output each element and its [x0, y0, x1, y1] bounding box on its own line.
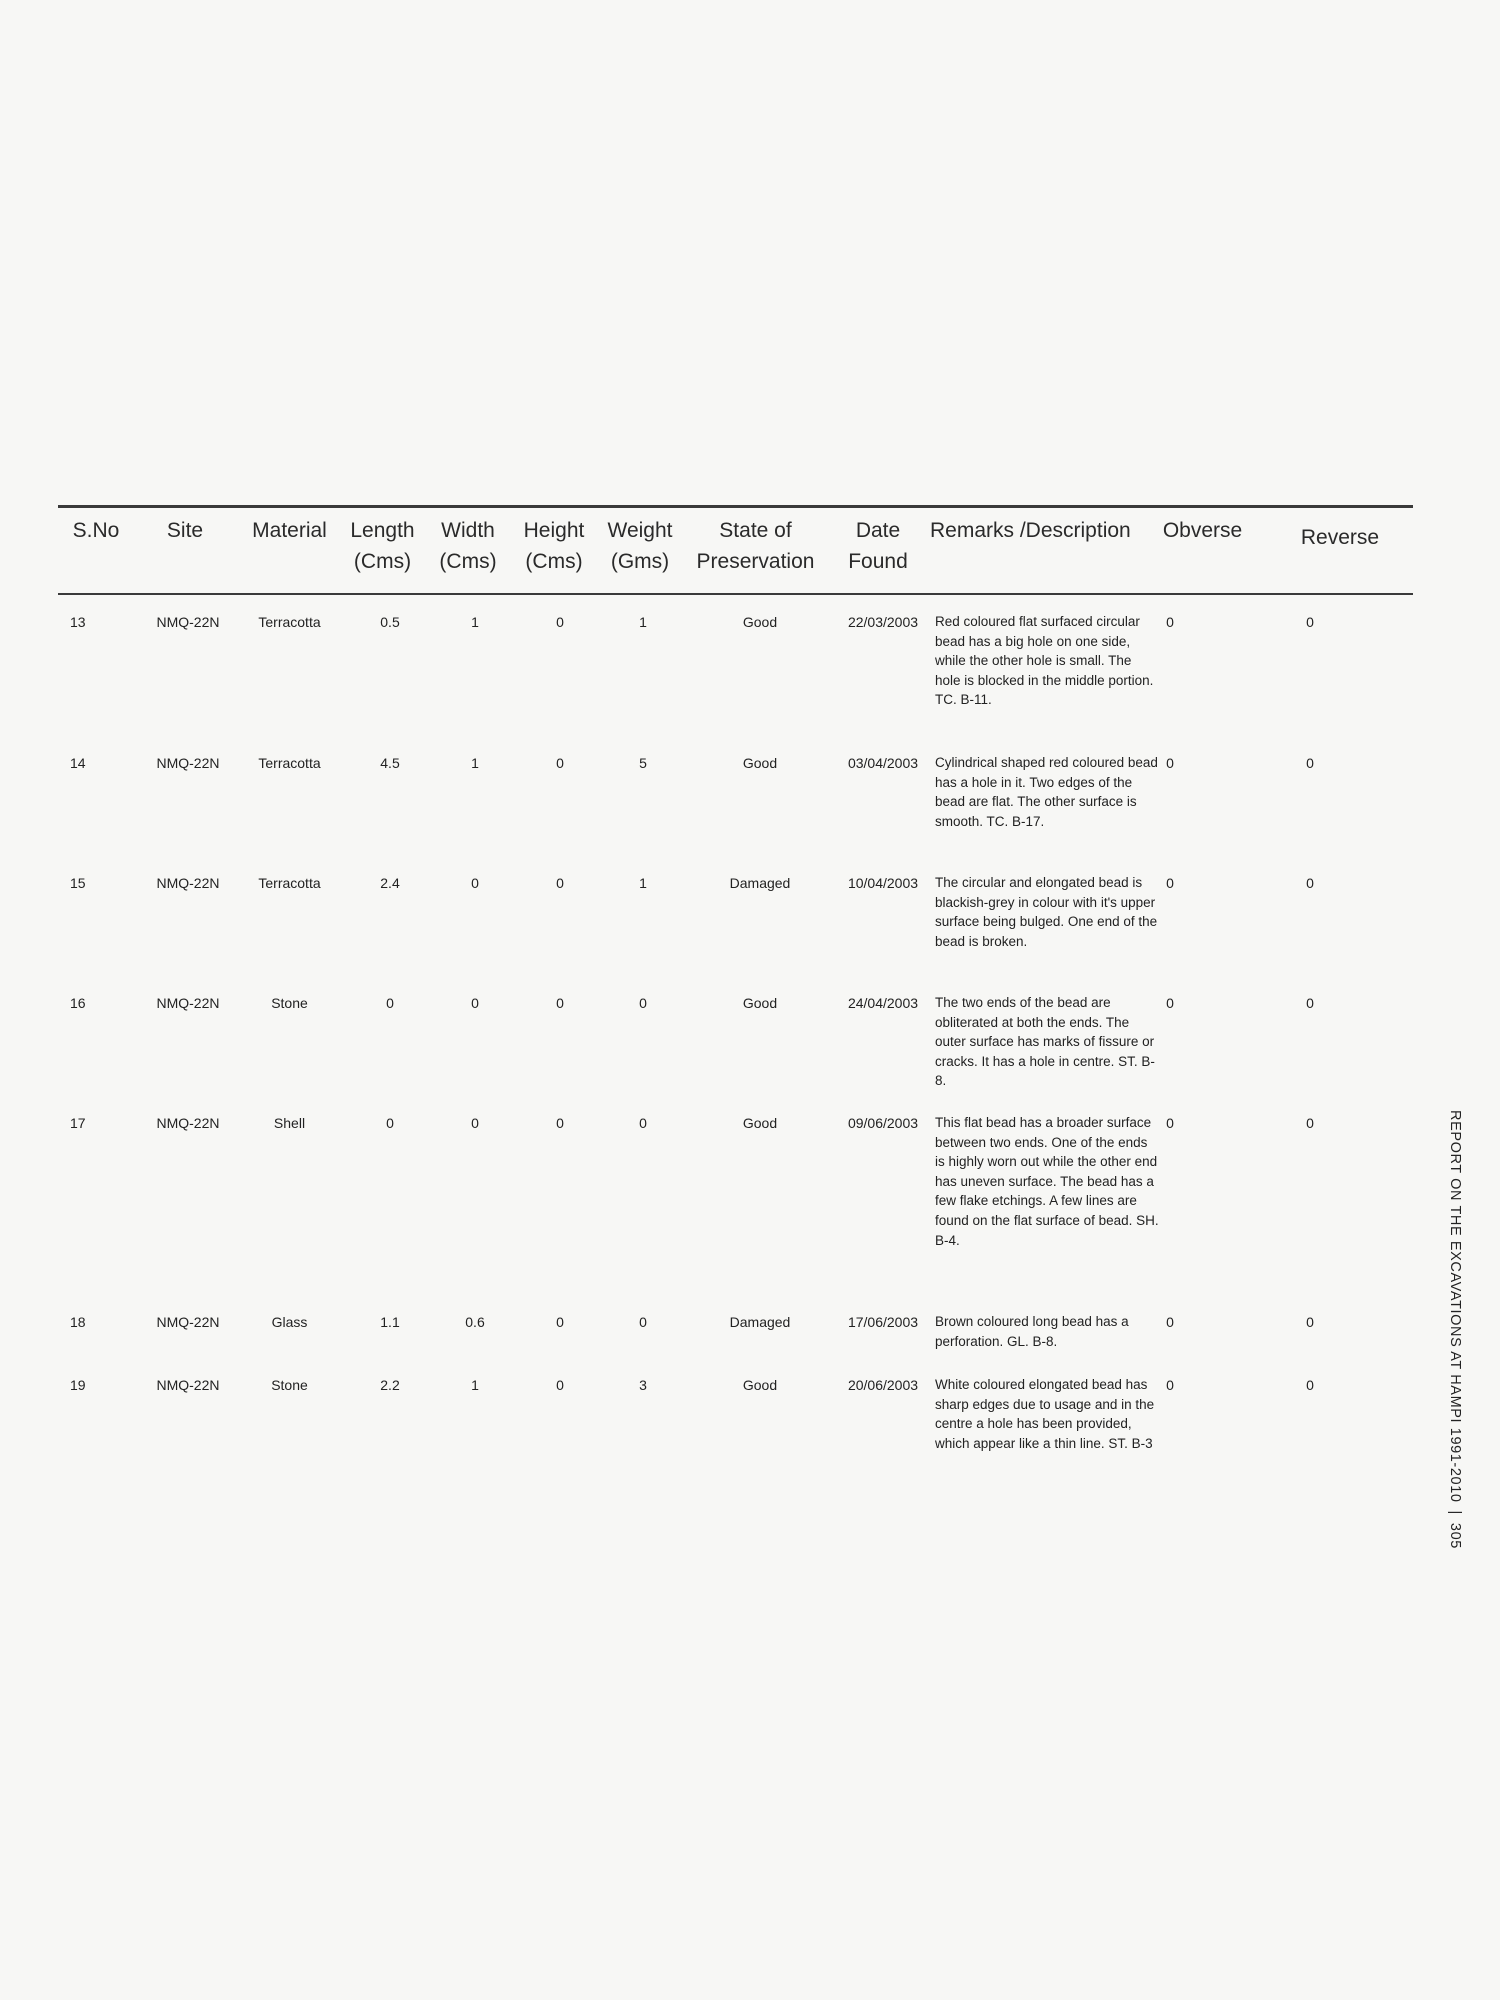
cell-height: 0 [556, 1314, 564, 1330]
cell-reverse: 0 [1306, 1115, 1314, 1131]
header-length: Length (Cms) [350, 519, 415, 573]
cell-length: 0 [386, 995, 394, 1011]
cell-material: Terracotta [258, 755, 321, 771]
cell-length: 2.4 [380, 875, 400, 891]
cell-remarks: This flat bead has a broader surface between two ends. One of the ends is highly worn out while the other end has uneven surface. The bead has a few flake etchings. A few lines are found on the flat surface of bead. SH. B-4. [935, 1115, 1159, 1248]
page-number: 305 [1447, 1522, 1463, 1549]
cell-weight: 0 [639, 1314, 647, 1330]
cell-remarks: Cylindrical shaped red coloured bead has a hole in it. Two edges of the bead are flat. The other surface is smooth. TC. B-17. [935, 755, 1158, 829]
cell-reverse: 0 [1306, 755, 1314, 771]
cell-height: 0 [556, 1115, 564, 1131]
cell-sno: 15 [70, 875, 86, 891]
cell-remarks: The two ends of the bead are obliterated at both the ends. The outer surface has marks of fissure or cracks. It has a hole in centre. ST. B-8. [935, 995, 1155, 1089]
cell-reverse: 0 [1306, 614, 1314, 630]
running-head [1439, 1110, 1463, 1570]
cell-site: NMQ-22N [156, 614, 220, 630]
cell-site: NMQ-22N [156, 755, 220, 771]
cell-date: 22/03/2003 [847, 614, 919, 630]
cell-weight: 3 [639, 1377, 647, 1393]
cell-height: 0 [556, 755, 564, 771]
header-weight: Weight (Gms) [607, 519, 673, 573]
header-site: Site [166, 519, 204, 542]
cell-obverse: 0 [1166, 755, 1174, 771]
cell-date: 10/04/2003 [847, 875, 919, 891]
cell-sno: 17 [70, 1115, 86, 1131]
cell-state: Good [742, 1377, 778, 1393]
cell-length: 0 [386, 1115, 394, 1131]
cell-obverse: 0 [1166, 614, 1174, 630]
header-height: Height (Cms) [523, 519, 585, 573]
cell-width: 1 [471, 1377, 479, 1393]
cell-reverse: 0 [1306, 1314, 1314, 1330]
cell-state: Damaged [729, 875, 791, 891]
cell-obverse: 0 [1166, 875, 1174, 891]
header-state-of-preservation: State of Preservation [696, 519, 815, 573]
cell-material: Stone [271, 1377, 308, 1393]
cell-reverse: 0 [1306, 1377, 1314, 1393]
cell-date: 20/06/2003 [847, 1377, 919, 1393]
cell-state: Good [742, 755, 778, 771]
cell-remarks: Red coloured flat surfaced circular bead has a big hole on one side, while the other hole is small. The hole is blocked in the middle portion. TC. B-11. [935, 614, 1154, 708]
header-obverse: Obverse [1162, 519, 1243, 542]
cell-obverse: 0 [1166, 1377, 1174, 1393]
cell-state: Good [742, 995, 778, 1011]
cell-state: Good [742, 1115, 778, 1131]
header-reverse: Reverse [1300, 526, 1380, 549]
cell-date: 17/06/2003 [847, 1314, 919, 1330]
cell-state: Good [742, 614, 778, 630]
cell-width: 0.6 [465, 1314, 485, 1330]
cell-width: 0 [471, 995, 479, 1011]
cell-weight: 1 [639, 614, 647, 630]
running-head-separator: | [1447, 1510, 1463, 1515]
cell-length: 2.2 [380, 1377, 400, 1393]
cell-material: Glass [271, 1314, 308, 1330]
cell-remarks: The circular and elongated bead is blackish-grey in colour with it's upper surface being bulged. One end of the bead is broken. [935, 875, 1158, 949]
cell-remarks: White coloured elongated bead has sharp edges due to usage and in the centre a hole has been provided, which appear like a thin line. ST. B-3 [935, 1377, 1155, 1451]
table-top-rule [58, 505, 1413, 508]
header-sno: S.No [72, 519, 120, 542]
cell-weight: 1 [639, 875, 647, 891]
header-material: Material [252, 519, 327, 542]
cell-obverse: 0 [1166, 995, 1174, 1011]
cell-sno: 14 [70, 755, 86, 771]
cell-sno: 13 [70, 614, 86, 630]
cell-site: NMQ-22N [156, 875, 220, 891]
cell-material: Stone [271, 995, 308, 1011]
cell-width: 0 [471, 1115, 479, 1131]
cell-remarks: Brown coloured long bead has a perforation. GL. B-8. [935, 1314, 1129, 1349]
cell-sno: 18 [70, 1314, 86, 1330]
cell-site: NMQ-22N [156, 1377, 220, 1393]
cell-sno: 19 [70, 1377, 86, 1393]
cell-length: 1.1 [380, 1314, 400, 1330]
cell-site: NMQ-22N [156, 1115, 220, 1131]
cell-site: NMQ-22N [156, 1314, 220, 1330]
cell-sno: 16 [70, 995, 86, 1011]
cell-height: 0 [556, 875, 564, 891]
cell-weight: 0 [639, 1115, 647, 1131]
cell-reverse: 0 [1306, 995, 1314, 1011]
running-head-title: REPORT ON THE EXCAVATIONS AT HAMPI 1991-2010 [1447, 1110, 1463, 1503]
cell-material: Terracotta [258, 875, 321, 891]
header-date-found: Date Found [848, 519, 908, 573]
cell-state: Damaged [729, 1314, 791, 1330]
cell-width: 1 [471, 755, 479, 771]
cell-weight: 5 [639, 755, 647, 771]
cell-height: 0 [556, 1377, 564, 1393]
cell-width: 0 [471, 875, 479, 891]
cell-height: 0 [556, 995, 564, 1011]
table-header-rule [58, 593, 1413, 595]
cell-site: NMQ-22N [156, 995, 220, 1011]
cell-width: 1 [471, 614, 479, 630]
cell-material: Shell [273, 1115, 306, 1131]
cell-date: 09/06/2003 [847, 1115, 919, 1131]
cell-date: 24/04/2003 [847, 995, 919, 1011]
cell-height: 0 [556, 614, 564, 630]
cell-length: 0.5 [380, 614, 400, 630]
cell-material: Terracotta [258, 614, 321, 630]
cell-date: 03/04/2003 [847, 755, 919, 771]
cell-obverse: 0 [1166, 1115, 1174, 1131]
header-remarks: Remarks /Description [930, 519, 1131, 542]
cell-obverse: 0 [1166, 1314, 1174, 1330]
cell-weight: 0 [639, 995, 647, 1011]
header-width: Width (Cms) [439, 519, 497, 573]
cell-reverse: 0 [1306, 875, 1314, 891]
cell-length: 4.5 [380, 755, 400, 771]
